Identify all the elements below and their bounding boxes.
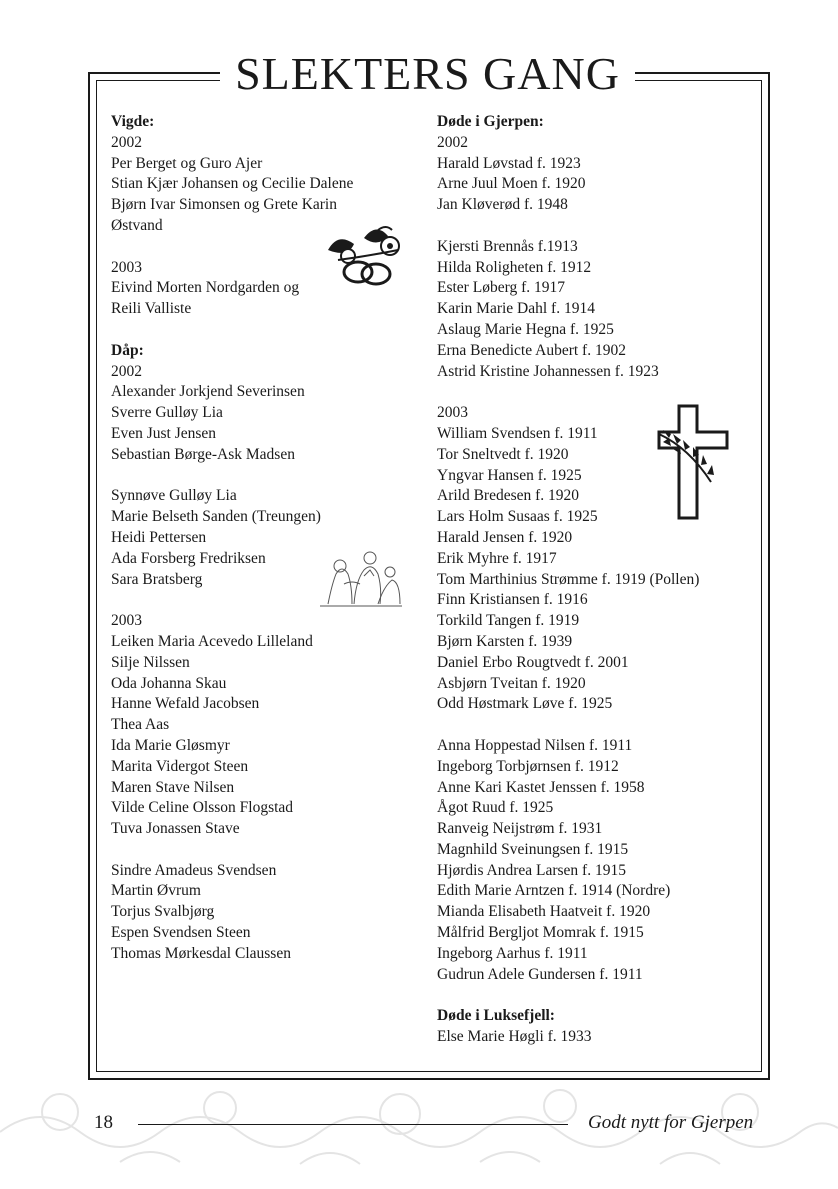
entry-line: Kjersti Brennås f.1913 [437,237,578,255]
blank-line [437,382,757,403]
entry-line: Marie Belseth Sanden (Treungen) [111,508,321,526]
entry-line: 2003 [437,404,468,422]
entry-line: Karin Marie Dahl f. 1914 [437,300,595,318]
entry-line: Ada Forsberg Fredriksen [111,549,266,567]
entry-line: Leiken Maria Acevedo Lilleland [111,632,313,650]
entry-line: Arne Juul Moen f. 1920 [437,175,586,193]
entry-line: Ingeborg Aarhus f. 1911 [437,944,588,962]
blank-line [111,840,421,861]
entry-line: 2003 [111,612,142,630]
entry-line: Magnhild Sveinungsen f. 1915 [437,840,629,858]
entry-line: Stian Kjær Johansen og Cecilie Dalene [111,175,354,193]
entry-line: Torkild Tangen f. 1919 [437,612,580,630]
section-heading: Dåp: [111,341,144,359]
cross-palm-icon [655,404,731,522]
entry-line: Per Berget og Guro Ajer [111,154,263,172]
entry-line: William Svendsen f. 1911 [437,424,598,442]
section-heading: Døde i Gjerpen: [437,113,544,130]
entry-line: Thea Aas [111,716,170,734]
entry-line: Sverre Gulløy Lia [111,404,223,422]
page-title: SLEKTERS GANG [235,48,620,99]
entry-line: Silje Nilssen [111,653,190,671]
entry-line: Marita Vidergot Steen [111,757,249,775]
entry-line: Else Marie Høgli f. 1933 [437,1028,592,1046]
wedding-rings-flowers-icon [318,220,410,292]
entry-line: Vilde Celine Olsson Flogstad [111,799,294,817]
blank-line [111,466,421,487]
entry-line: Anne Kari Kastet Jenssen f. 1958 [437,778,645,796]
entry-line: Hanne Wefald Jacobsen [111,695,260,713]
entry-line: Hilda Roligheten f. 1912 [437,258,592,276]
entry-line: Tuva Jonassen Stave [111,820,240,838]
entry-line: Finn Kristiansen f. 1916 [437,591,588,609]
entry-line: Thomas Mørkesdal Claussen [111,944,291,962]
entry-line: Tom Marthinius Strømme f. 1919 (Pollen) [437,570,700,588]
entry-line: Gudrun Adele Gundersen f. 1911 [437,965,643,983]
entry-line: Tor Sneltvedt f. 1920 [437,445,569,463]
entry-line: Bjørn Karsten f. 1939 [437,632,573,650]
entry-line: Daniel Erbo Rougtvedt f. 2001 [437,653,629,671]
entry-line: Odd Høstmark Løve f. 1925 [437,695,613,713]
entry-line: Ida Marie Gløsmyr [111,736,230,754]
entry-line: 2002 [111,133,142,151]
entry-line: Yngvar Hansen f. 1925 [437,466,582,484]
entry-line: Arild Bredesen f. 1920 [437,487,580,505]
entry-line: Sindre Amadeus Svendsen [111,861,277,879]
entry-line: Ågot Ruud f. 1925 [437,799,554,817]
entry-line: Ranveig Neijstrøm f. 1931 [437,820,603,838]
publication-name: Godt nytt for Gjerpen [588,1112,754,1133]
entry-line: Harald Jensen f. 1920 [437,528,573,546]
footer-rule [138,1124,568,1125]
entry-line: Østvand [111,216,163,234]
entry-line: Hjørdis Andrea Larsen f. 1915 [437,861,626,879]
entry-line: Even Just Jensen [111,424,217,442]
blank-line [437,985,757,1006]
right-column [437,112,757,1048]
entry-line: 2002 [111,362,142,380]
blank-line [437,715,757,736]
entry-line: Asbjørn Tveitan f. 1920 [437,674,586,692]
entry-line: Sebastian Børge-Ask Madsen [111,445,295,463]
baptism-scene-icon [314,544,406,610]
blank-line [111,320,421,341]
entry-line: Mianda Elisabeth Haatveit f. 1920 [437,903,651,921]
entry-line: Aslaug Marie Hegna f. 1925 [437,320,614,338]
page-number: 18 [94,1112,113,1133]
entry-line: Espen Svendsen Steen [111,924,251,942]
entry-line: Alexander Jorkjend Severinsen [111,383,305,401]
entry-line: Eivind Morten Nordgarden og [111,279,300,297]
section-heading: Vigde: [111,113,155,130]
entry-line: Erik Myhre f. 1917 [437,549,557,567]
entry-line: Astrid Kristine Johannessen f. 1923 [437,362,659,380]
entry-line: 2002 [437,133,468,151]
entry-line: Maren Stave Nilsen [111,778,235,796]
entry-line: 2003 [111,258,142,276]
blank-line [437,216,757,237]
entry-line: Torjus Svalbjørg [111,903,215,921]
entry-line: Synnøve Gulløy Lia [111,487,237,505]
entry-line: Reili Valliste [111,300,192,318]
entry-line: Bjørn Ivar Simonsen og Grete Karin [111,196,337,214]
entry-line: Sara Bratsberg [111,570,203,588]
entry-line: Lars Holm Susaas f. 1925 [437,508,598,526]
entry-line: Edith Marie Arntzen f. 1914 (Nordre) [437,882,671,900]
entry-line: Heidi Pettersen [111,528,207,546]
entry-line: Målfrid Bergljot Momrak f. 1915 [437,924,644,942]
entry-line: Harald Løvstad f. 1923 [437,154,581,172]
section-heading: Døde i Luksefjell: [437,1007,555,1025]
entry-line: Ester Løberg f. 1917 [437,279,565,297]
entry-line: Martin Øvrum [111,882,201,900]
entry-line: Erna Benedicte Aubert f. 1902 [437,341,626,359]
entry-line: Oda Johanna Skau [111,674,227,692]
entry-line: Anna Hoppestad Nilsen f. 1911 [437,736,633,754]
entry-line: Ingeborg Torbjørnsen f. 1912 [437,757,619,775]
entry-line: Jan Kløverød f. 1948 [437,196,568,214]
